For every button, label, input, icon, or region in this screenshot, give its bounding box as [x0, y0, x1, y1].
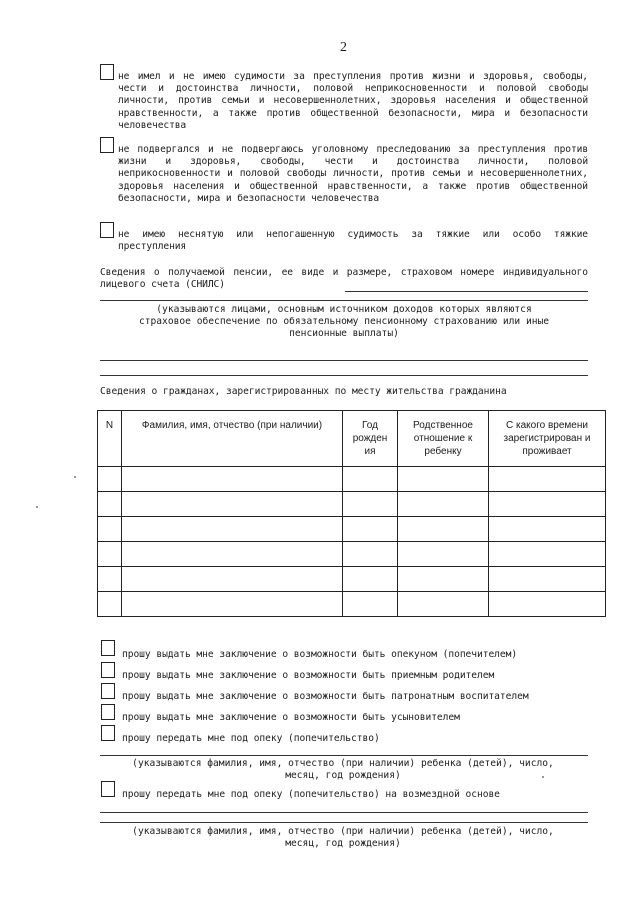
- table-cell[interactable]: [489, 467, 606, 492]
- table-cell[interactable]: [343, 492, 398, 517]
- table-cell[interactable]: [98, 542, 122, 567]
- table-cell[interactable]: [489, 567, 606, 592]
- paid-request-text: прошу передать мне под опеку (попечительство) на возмездной основе: [122, 789, 500, 800]
- table-cell[interactable]: [398, 517, 489, 542]
- table-cell[interactable]: [489, 492, 606, 517]
- table-cell[interactable]: [398, 567, 489, 592]
- snils-field-line[interactable]: [345, 291, 588, 292]
- col-registered-since: С какого времени зарегистрирован и проживает: [489, 411, 606, 467]
- scan-speck: [74, 476, 76, 478]
- checkbox-patronage[interactable]: [101, 683, 115, 699]
- checkbox-foster-parent[interactable]: [101, 662, 115, 678]
- child-info-line-1[interactable]: [100, 755, 588, 756]
- child-info-line-2a[interactable]: [100, 812, 588, 813]
- table-cell[interactable]: [343, 517, 398, 542]
- table-row: [98, 542, 606, 567]
- child-note-2: (указываются фамилия, имя, отчество (при наличии) ребенка (детей), число, месяц, год рождения): [132, 826, 554, 849]
- request-custody-text: прошу передать мне под опеку (попечительство): [122, 733, 380, 744]
- table-row: [98, 592, 606, 617]
- request-guardian-text: прошу выдать мне заключение о возможности быть опекуном (попечителем): [122, 649, 518, 660]
- table-cell[interactable]: [398, 492, 489, 517]
- option-no-grave-conviction-text: не имею неснятую или непогашенную судимость за тяжкие или особо тяжкие преступления: [118, 229, 588, 253]
- table-cell[interactable]: [122, 567, 343, 592]
- table-row: [98, 467, 606, 492]
- checkbox-no-prosecution[interactable]: [100, 137, 114, 153]
- table-row: [98, 517, 606, 542]
- checkbox-adopter[interactable]: [101, 704, 115, 720]
- table-cell[interactable]: [98, 467, 122, 492]
- table-cell[interactable]: [122, 467, 343, 492]
- table-cell[interactable]: [122, 542, 343, 567]
- table-cell[interactable]: [398, 467, 489, 492]
- table-cell[interactable]: [343, 567, 398, 592]
- table-cell[interactable]: [398, 592, 489, 617]
- table-row: [98, 492, 606, 517]
- request-patronage-text: прошу выдать мне заключение о возможности быть патронатным воспитателем: [122, 691, 529, 702]
- table-cell[interactable]: [98, 592, 122, 617]
- table-cell[interactable]: [489, 592, 606, 617]
- table-row: [98, 567, 606, 592]
- option-no-prosecution-text: не подвергался и не подвергаюсь уголовному преследованию за преступления против жизни и здоровья, свободы, чести и достоинства личности, половой неприкосновенности и половой свободы личности, против семьи и несовершеннолетних, здоровья населения и общественной нравственности, а также против общественной безопасности, мира и безопасности человечества: [118, 144, 588, 204]
- pension-label: Сведения о получаемой пенсии, ее виде и размере, страховом номере индивидуального лицевого счета (СНИЛС): [100, 267, 588, 291]
- table-cell[interactable]: [98, 517, 122, 542]
- col-full-name: Фамилия, имя, отчество (при наличии): [122, 411, 343, 467]
- request-adopter-text: прошу выдать мне заключение о возможности быть усыновителем: [122, 712, 460, 723]
- checkbox-custody[interactable]: [101, 725, 115, 741]
- checkbox-no-conviction[interactable]: [100, 64, 114, 80]
- registered-title: Сведения о гражданах, зарегистрированных по месту жительства гражданина: [100, 386, 507, 397]
- table-cell[interactable]: [98, 567, 122, 592]
- col-birth-year: Год рожден ия: [343, 411, 398, 467]
- table-cell[interactable]: [343, 467, 398, 492]
- checkbox-guardian[interactable]: [101, 640, 115, 656]
- scan-speck: [36, 506, 38, 508]
- table-cell[interactable]: [343, 542, 398, 567]
- table-cell[interactable]: [489, 542, 606, 567]
- registered-table: [97, 410, 606, 617]
- table-cell[interactable]: [398, 542, 489, 567]
- pension-note: (указываются лицами, основным источником доходов которых являются страховое обеспечение по обязательному пенсионному страхованию или иные пенсионные выплаты): [138, 304, 550, 339]
- table-cell[interactable]: [98, 492, 122, 517]
- checkbox-no-grave-conviction[interactable]: [100, 222, 114, 238]
- child-note-1: (указываются фамилия, имя, отчество (при наличии) ребенка (детей), число, месяц, год рождения): [132, 758, 554, 781]
- request-foster-parent-text: прошу выдать мне заключение о возможности быть приемным родителем: [122, 670, 495, 681]
- pension-extra-line-1[interactable]: [100, 360, 588, 361]
- table-cell[interactable]: [122, 592, 343, 617]
- child-info-line-2b[interactable]: [100, 822, 588, 823]
- page-number: 2: [340, 40, 347, 55]
- table-cell[interactable]: [343, 592, 398, 617]
- table-cell[interactable]: [489, 517, 606, 542]
- scan-speck: [542, 776, 544, 778]
- table-cell[interactable]: [122, 517, 343, 542]
- option-no-conviction-text: не имел и не имею судимости за преступления против жизни и здоровья, свободы, чести и достоинства личности, половой неприкосновенности и половой свободы личности, против семьи и несовершеннолетних, здоровья населения и общественной нравственности, а также против общественной безопасности, мира и безопасности человечества: [118, 71, 588, 131]
- table-cell[interactable]: [122, 492, 343, 517]
- pension-extra-line-2[interactable]: [100, 375, 588, 376]
- checkbox-paid-custody[interactable]: [101, 781, 115, 797]
- col-relation: Родственное отношение к ребенку: [398, 411, 489, 467]
- pension-field-line[interactable]: [100, 300, 588, 301]
- col-number: N: [98, 411, 122, 467]
